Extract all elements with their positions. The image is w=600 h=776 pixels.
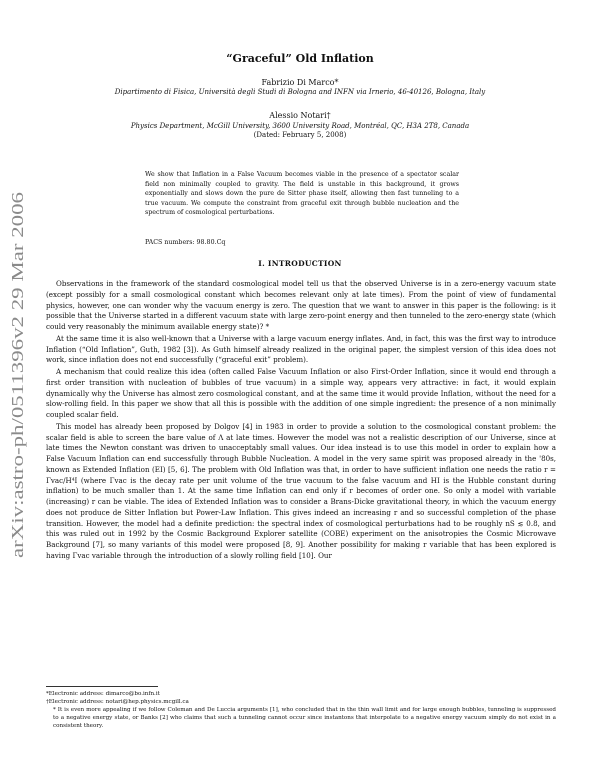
pacs-numbers: PACS numbers: 98.80.Cq — [145, 239, 226, 246]
footnote-divider — [46, 686, 158, 687]
affiliation-1: Dipartimento di Fisica, Università degli Studi di Bologna and INFN via Irnerio, 46-40126, Bologna, Italy — [114, 88, 486, 96]
author-2: Alessio Notari† — [269, 111, 331, 120]
arxiv-stamp-text: arXiv:astro-ph/0511396v2 29 Mar 2006 — [8, 286, 27, 558]
author-1: Fabrizio Di Marco* — [261, 78, 339, 87]
abstract: We show that Inflation in a False Vacuum becomes viable in the presence of a spectator scalar field non minimally coupled to gravity. The field is unstable in this background, it grows exponentially and slows down the pure de Sitter phase itself, allowing then fast tunneling to a true vacuum. We compute the constraint from graceful exit through bubble nucleation and the spectrum of cosmological perturbations. — [145, 171, 459, 217]
affiliation-2: Physics Department, McGill University, 3600 University Road, Montréal, QC, H3A 2T8, Canada — [130, 122, 470, 130]
footnote: *Electronic address: dimarco@bo.infn.it — [46, 691, 160, 697]
arxiv-stamp-graphic — [6, 190, 28, 560]
arxiv-stamp — [6, 190, 28, 560]
footnotes — [46, 690, 556, 730]
section-heading: I. INTRODUCTION — [258, 259, 342, 268]
body-text — [46, 279, 556, 563]
footnote: * It is even more appealing if we follow Coleman and De Luccia arguments [1], who concluded that in the thin wall limit and for large enough bubbles, tunneling is suppressed to a negative energy state, or Banks [2] who claims that such a tunneling cannot occur since instantons that interpolate to a negative energy vacuum simply do not exist in a consistent theory. — [53, 707, 556, 729]
paragraph: A mechanism that could realize this idea (often called False Vacuum Inflation or also First-Order Inflation, since it would end through a first order transition with nucleation of bubbles of true vacuum) in a simple way, appears very attractive: in fact, it would explain dynamically why the Universe has almost zero cosmological constant, and at the same time it would provide Inflation, without the need for a slow-rolling field. In this paper we show that all this is possible with the addition of one simple ingredient: the presence of a non minimally coupled scalar field. — [46, 367, 556, 419]
date-line: (Dated: February 5, 2008) — [253, 131, 347, 139]
paragraph: This model has already been proposed by Dolgov [4] in 1983 in order to provide a solution to the cosmological constant problem: the scalar field is able to screen the bare value of Λ at late times. However the model was not a realistic description of our Universe, since at late times the Newton constant was driven to unacceptably small values. Our idea instead is to use this model in order to explain how a False Vacuum Inflation can end successfully through Bubble Nucleation. A model in the very same spirit was proposed already in the '80s, known as Extended Inflation (EI) [5, 6]. The problem with Old Inflation was that, in order to have sufficient inflation one needs the ratio r = Γvac/H⁴I (where Γvac is the decay rate per unit volume of the true vacuum to the false vacuum and HI is the Hubble constant during inflation) to be much smaller than 1. At the same time Inflation can end only if r becomes of order one. So only a model with variable (increasing) r can be viable. The idea of Extended Inflation was to consider a Brans-Dicke gravitational theory, in which the vacuum energy does not produce de Sitter Inflation but Power-Law Inflation. This gives indeed an increasing r and so successful completion of the phase transition. However, the model had a definite prediction: the spectral index of cosmological perturbations had to be roughly nS ≲ 0.8, and this was ruled out in 1992 by the Cosmic Background Explorer satellite (COBE) experiment on the anisotropies the Cosmic Microwave Background [7], so many variants of this model were proposed [8, 9]. Another possibility for making r variable that has been explored is having Γvac variable through the introduction of a slowly rolling field [10]. Our — [46, 421, 556, 560]
paragraph: At the same time it is also well-known that a Universe with a large vacuum energy inflates. And, in fact, this was the first way to introduce Inflation (“Old Inflation”, Guth, 1982 [3]). As Guth himself already realized in the original paper, the simplest version of this idea does not work, since inflation does not end successfully (“graceful exit” problem). — [46, 333, 556, 365]
paragraph: Observations in the framework of the standard cosmological model tell us that the observed Universe is in a zero-energy vacuum state (except possibly for a small cosmological constant which becomes relevant only at late times). From the point of view of fundamental physics, however, one can wonder why the vacuum energy is zero. The question that we want to answer in this paper is the following: is it possible that the Universe started in a different vacuum state with large zero-point energy and then tunneled to the zero-energy state (which could very reasonably the minimum available energy state)? * — [46, 279, 556, 331]
footnote: †Electronic address: notari@hep.physics.mcgill.ca — [46, 699, 189, 705]
paper-title: “Graceful” Old Inflation — [226, 52, 374, 65]
